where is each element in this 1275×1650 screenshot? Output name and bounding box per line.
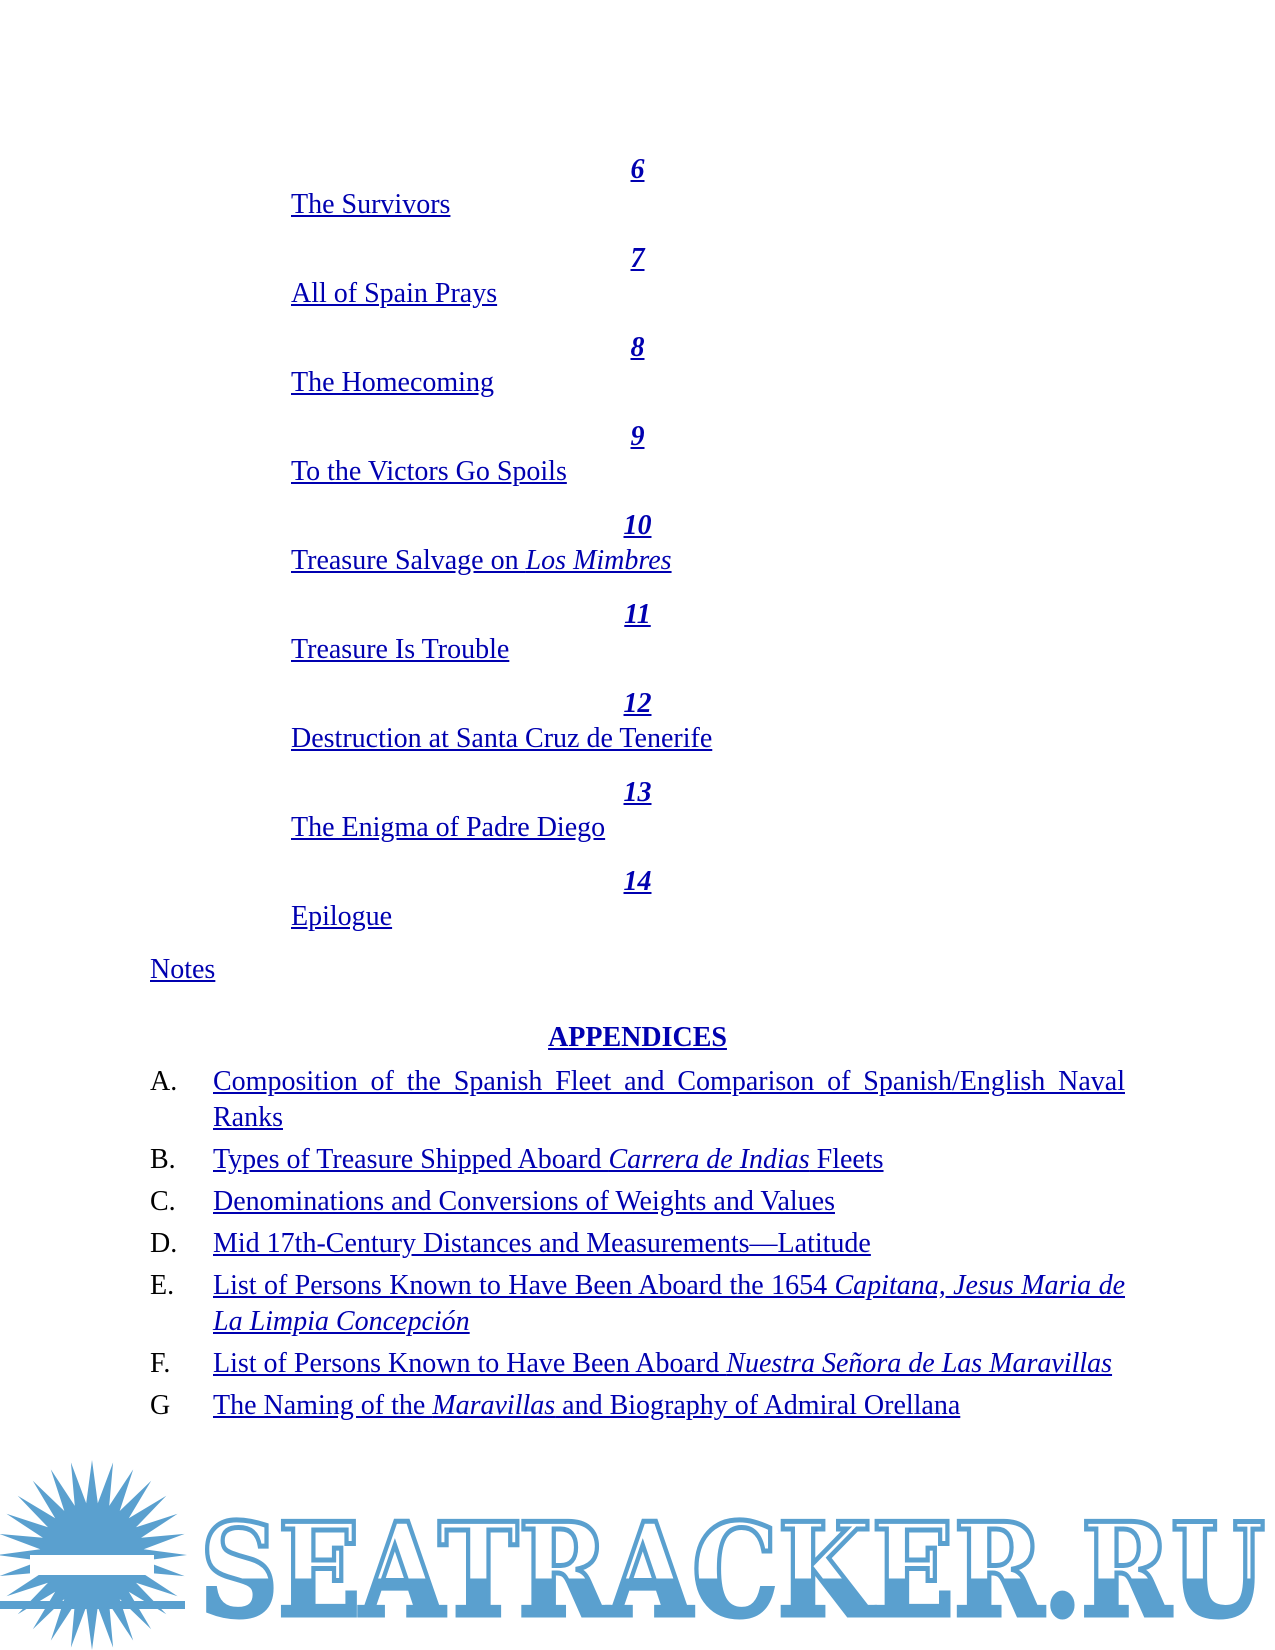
chapter-number-link[interactable]: 6 [630, 154, 645, 185]
appendix-italic: Carrera de Indias [608, 1144, 810, 1175]
chapter-number-link[interactable]: 11 [624, 599, 651, 630]
chapter-title-link[interactable]: Treasure Is Trouble [291, 634, 510, 665]
sun-icon [0, 1460, 187, 1650]
appendix-item [150, 1184, 1125, 1220]
appendices-heading-link[interactable]: APPENDICES [548, 1022, 727, 1053]
chapter-title-link[interactable]: Destruction at Santa Cruz de Tenerife [291, 723, 713, 754]
appendix-italic: Nuestra Señora de Las Maravillas [726, 1348, 1113, 1379]
chapter-entry [0, 504, 1275, 593]
chapter-number-link[interactable]: 12 [623, 688, 652, 719]
chapter-number-link[interactable]: 14 [623, 866, 652, 897]
chapter-entry [0, 415, 1275, 504]
chapter-title-italic: Los Mimbres [525, 545, 672, 576]
appendix-list [150, 1064, 1125, 1430]
chapter-list [0, 148, 1275, 949]
appendix-italic: Maravillas [432, 1390, 556, 1421]
appendix-letter: A. [150, 1066, 178, 1097]
appendix-letter: F. [150, 1348, 171, 1379]
watermark-text: SEATRACKER.RU [200, 1496, 1265, 1646]
appendix-link[interactable]: Composition of the Spanish Fleet and Comparison of Spanish/English Naval Ranks [213, 1066, 1125, 1133]
chapter-title-link[interactable]: To the Victors Go Spoils [291, 456, 567, 487]
chapter-number-link[interactable]: 8 [630, 332, 645, 363]
appendix-link[interactable]: Denominations and Conversions of Weights and Values [213, 1186, 835, 1217]
appendix-text: and Biography of Admiral Orellana [555, 1390, 961, 1421]
appendix-letter: C. [150, 1186, 176, 1217]
appendix-text: Types of Treasure Shipped Aboard [213, 1144, 609, 1175]
chapter-entry [0, 771, 1275, 860]
appendix-item [150, 1226, 1125, 1262]
chapter-number-link[interactable]: 10 [623, 510, 652, 541]
appendix-letter: G [150, 1390, 171, 1421]
appendix-link[interactable]: Mid 17th-Century Distances and Measurements—Latitude [213, 1228, 871, 1259]
appendix-item [150, 1346, 1125, 1382]
chapter-title-link[interactable] [291, 545, 672, 577]
appendix-letter: D. [150, 1228, 178, 1259]
appendix-link[interactable] [213, 1144, 884, 1175]
chapter-number-link[interactable]: 7 [630, 243, 645, 274]
appendix-text: The Naming of the [213, 1390, 433, 1421]
chapter-number-link[interactable]: 13 [623, 777, 652, 808]
appendix-text: List of Persons Known to Have Been Aboard [213, 1348, 727, 1379]
notes-link[interactable]: Notes [150, 954, 216, 985]
appendix-link[interactable] [213, 1390, 960, 1421]
chapter-number-link[interactable]: 9 [630, 421, 645, 452]
appendix-text: List of Persons Known to Have Been Aboard the 1654 [213, 1270, 835, 1301]
chapter-title-link[interactable]: The Homecoming [291, 367, 494, 398]
watermark [0, 1455, 1275, 1650]
appendix-italic: Capitana, Jesus Maria de La Limpia Concepción [213, 1270, 1125, 1337]
chapter-title-link[interactable]: All of Spain Prays [291, 278, 498, 309]
chapter-title-link[interactable]: The Enigma of Padre Diego [291, 812, 606, 843]
chapter-title-link[interactable]: The Survivors [291, 189, 451, 220]
appendix-item [150, 1268, 1125, 1340]
appendix-link[interactable] [213, 1270, 1125, 1337]
chapter-entry [0, 860, 1275, 949]
appendix-letter: E. [150, 1270, 175, 1301]
appendix-letter: B. [150, 1144, 176, 1175]
chapter-entry [0, 237, 1275, 326]
chapter-title-link[interactable]: Epilogue [291, 901, 393, 932]
chapter-entry [0, 682, 1275, 771]
appendix-link[interactable] [213, 1348, 1112, 1379]
appendix-item [150, 1064, 1125, 1136]
appendix-item [150, 1388, 1125, 1424]
appendix-item [150, 1142, 1125, 1178]
chapter-entry [0, 326, 1275, 415]
chapter-entry [0, 593, 1275, 682]
chapter-entry [0, 148, 1275, 237]
appendix-text: Fleets [809, 1144, 884, 1175]
chapter-title-text: Treasure Salvage on [291, 545, 526, 576]
